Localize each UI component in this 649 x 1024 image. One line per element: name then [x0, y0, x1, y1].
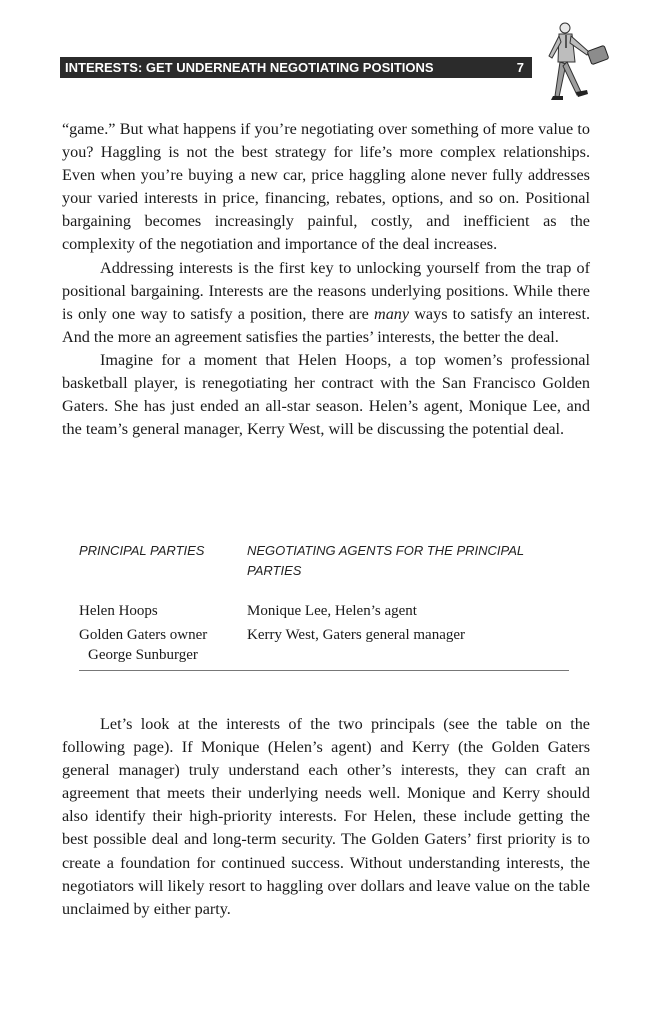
emphasis: many	[374, 304, 410, 323]
parties-table	[79, 541, 569, 671]
table-cell: Golden Gaters owner George Sunburger	[79, 627, 208, 663]
table-cell: Monique Lee, Helen’s agent	[247, 603, 417, 619]
page-number: 7	[516, 60, 524, 75]
running-header	[60, 57, 532, 78]
body-text-bottom	[62, 713, 590, 921]
table-row	[79, 601, 569, 621]
table-bottom-rule	[79, 670, 569, 671]
chapter-title: INTERESTS: GET UNDERNEATH NEGOTIATING POSITIONS	[65, 60, 434, 75]
paragraph: “game.” But what happens if you’re negotiating over something of more value to you? Haggling is not the best strategy for life’s more complex relationships. Even when you’re buying a new car, price haggling alone never fully addresses your varied interests in price, financing, rebates, options, and so on. Positional bargaining becomes increasingly painful, costly, and inefficient as the complexity of the negotiation and importance of the deal increases.	[62, 120, 590, 254]
paragraph: Addressing interests is the first key to unlocking yourself from the trap of positional bargaining. Interests are the reasons underlying positions. While there is only one way to satisfy a position, there are many ways to satisfy an interest. And the more an agreement satisfies the parties’ interests, the better the deal.	[62, 258, 591, 346]
table-cell: Helen Hoops	[79, 603, 158, 619]
paragraph: Let’s look at the interests of the two principals (see the table on the following page). If Monique (Helen’s agent) and Kerry (the Golden Gaters general manager) truly understand each other’s interests, they can craft an agreement that meets their underlying needs well. Monique and Kerry should also identify their high-priority interests. For Helen, these include getting the best possible deal and long-term security. The Golden Gaters’ first priority is to create a foundation for continued success. Without understanding interests, the negotiators will likely resort to haggling over dollars and leave value on the table unclaimed by either party.	[62, 715, 590, 918]
table-header-row	[79, 541, 569, 581]
table-cell: Kerry West, Gaters general manager	[247, 627, 465, 643]
table-header-agents: NEGOTIATING AGENTS FOR THE PRINCIPAL PARTIES	[247, 543, 524, 578]
paragraph: Imagine for a moment that Helen Hoops, a top women’s professional basketball player, is renegotiating her contract with the San Francisco Golden Gaters. She has just ended an all-star season. Helen’s agent, Monique Lee, and the team’s general manager, Kerry West, will be discussing the potential deal.	[62, 350, 590, 439]
table-row	[79, 625, 569, 665]
businessman-walking-icon	[545, 18, 615, 108]
table-header-principal: PRINCIPAL PARTIES	[79, 543, 205, 558]
body-text-top	[62, 118, 590, 441]
